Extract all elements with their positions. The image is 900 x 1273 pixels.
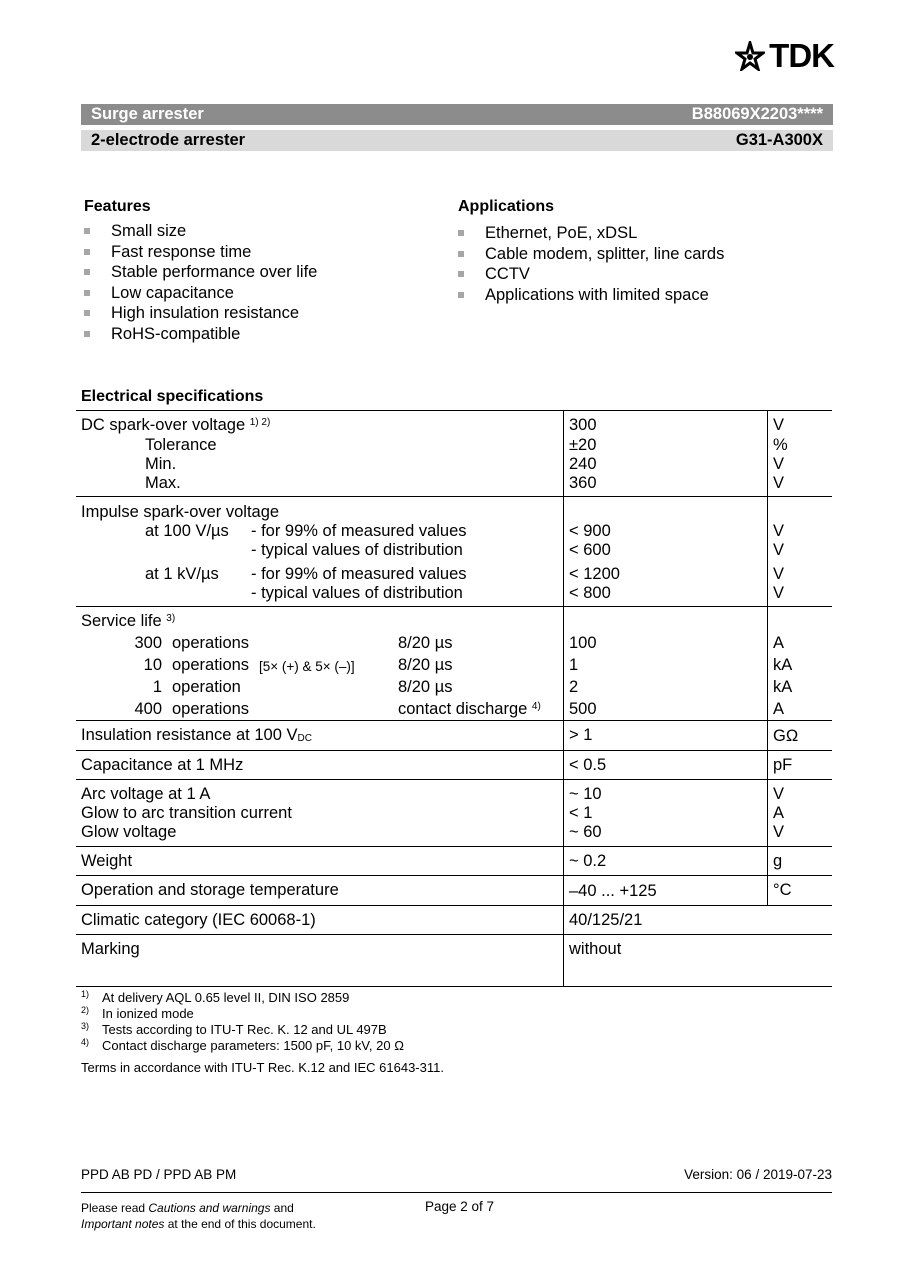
bullet-icon [458, 251, 464, 257]
service-wave: 8/20 µs [398, 634, 453, 652]
type-bar [81, 130, 833, 151]
glow-voltage-unit: V [773, 823, 785, 841]
bullet-icon [84, 249, 90, 255]
glow-arc-current-value: < 1 [569, 804, 593, 822]
impulse-value: < 900 [569, 522, 611, 540]
glow-voltage-label: Glow voltage [81, 823, 177, 841]
arc-voltage-unit: V [773, 785, 785, 803]
tdk-star-icon [735, 41, 765, 71]
capacitance-unit: pF [773, 756, 793, 774]
footnote: 4) Contact discharge parameters: 1500 pF, 10 kV, 20 Ω [81, 1037, 404, 1053]
table-rule [76, 496, 832, 497]
impulse-value: < 1200 [569, 565, 620, 583]
bullet-icon [84, 269, 90, 275]
application-item: Ethernet, PoE, xDSL [456, 223, 724, 244]
service-polarity: [5× (+) & 5× (–)] [259, 659, 355, 674]
service-value: 1 [569, 656, 579, 674]
glow-voltage-value: ~ 60 [569, 823, 602, 841]
footnote: 1) At delivery AQL 0.65 level II, DIN ISO 2859 [81, 989, 350, 1005]
service-unit: kA [773, 656, 793, 674]
feature-item: Stable performance over life [82, 262, 317, 283]
table-rule [76, 720, 832, 721]
impulse-desc: - typical values of distribution [251, 584, 463, 602]
dc-min-label: Min. [145, 455, 177, 473]
capacitance-value: < 0.5 [569, 756, 607, 774]
tdk-logo [735, 37, 834, 74]
arc-voltage-label: Arc voltage at 1 A [81, 785, 211, 803]
service-ops: operations [172, 700, 250, 718]
table-col-rule [767, 410, 768, 905]
service-ops: operations [172, 634, 250, 652]
service-count: 10 [143, 656, 162, 674]
impulse-value: < 800 [569, 584, 611, 602]
service-ops: operation [172, 678, 241, 696]
service-count: 1 [152, 678, 162, 696]
dc-value: 300 [569, 416, 597, 434]
bullet-icon [84, 228, 90, 234]
marking-label: Marking [81, 940, 140, 958]
glow-arc-current-unit: A [773, 804, 785, 822]
applications-title: Applications [458, 198, 555, 215]
service-wave: 8/20 µs [398, 678, 453, 696]
temperature-value: –40 ... +125 [569, 882, 657, 900]
dc-min-value: 240 [569, 455, 597, 473]
feature-item: Fast response time [82, 242, 317, 263]
service-unit: A [773, 700, 785, 718]
dc-max-unit: V [773, 474, 785, 492]
table-rule [76, 846, 832, 847]
impulse-value: < 600 [569, 541, 611, 559]
arc-voltage-value: ~ 10 [569, 785, 602, 803]
footer-version: Version: 06 / 2019-07-23 [684, 1167, 832, 1182]
table-rule [76, 986, 832, 987]
dc-tolerance-value: ±20 [569, 436, 597, 454]
service-value: 500 [569, 700, 597, 718]
dc-max-label: Max. [145, 474, 181, 492]
table-rule [76, 875, 832, 876]
bullet-icon [458, 292, 464, 298]
feature-item: High insulation resistance [82, 303, 317, 324]
product-bar [81, 104, 833, 125]
dc-unit: V [773, 416, 785, 434]
product-name: Surge arrester [91, 105, 204, 123]
table-rule [76, 410, 832, 411]
table-rule [76, 934, 832, 935]
page-number: Page 2 of 7 [425, 1199, 495, 1214]
order-code: B88069X2203**** [691, 105, 823, 123]
table-rule [76, 606, 832, 607]
logo-text: TDK [769, 37, 834, 74]
climatic-label: Climatic category (IEC 60068-1) [81, 911, 316, 929]
product-type: 2-electrode arrester [91, 131, 246, 149]
feature-item: Small size [82, 221, 317, 242]
service-count: 400 [134, 700, 162, 718]
impulse-unit: V [773, 584, 785, 602]
service-value: 2 [569, 678, 579, 696]
service-ops: operations [172, 656, 250, 674]
glow-arc-current-label: Glow to arc transition current [81, 804, 292, 822]
service-wave: contact discharge $^{4)}$ [398, 700, 541, 718]
footer-dept: PPD AB PD / PPD AB PM [81, 1167, 237, 1182]
service-value: 100 [569, 634, 597, 652]
dc-max-value: 360 [569, 474, 597, 492]
capacitance-label: Capacitance at 1 MHz [81, 756, 244, 774]
model-number: G31-A300X [735, 131, 823, 149]
footnotes [81, 990, 444, 1076]
dc-tolerance-label: Tolerance [145, 436, 217, 454]
impulse-desc: - for 99% of measured values [251, 565, 467, 583]
insulation-unit: GΩ [773, 727, 799, 745]
impulse-unit: V [773, 565, 785, 583]
applications-list [456, 223, 724, 305]
weight-unit: g [773, 852, 783, 870]
service-unit: kA [773, 678, 793, 696]
service-wave: 8/20 µs [398, 656, 453, 674]
weight-label: Weight [81, 852, 133, 870]
impulse-rate: at 100 V/µs [145, 522, 229, 540]
bullet-icon [84, 290, 90, 296]
footnote: 2) In ionized mode [81, 1005, 194, 1021]
feature-item: RoHS-compatible [82, 324, 317, 345]
application-item: CCTV [456, 264, 724, 285]
bullet-icon [458, 230, 464, 236]
dc-min-unit: V [773, 455, 785, 473]
weight-value: ~ 0.2 [569, 852, 607, 870]
footer-note: Please read Cautions and warnings and Important notes at the end of this document. [81, 1201, 316, 1231]
dc-sparkover-label: DC spark-over voltage $^{1) 2)}$ [81, 416, 271, 434]
impulse-label: Impulse spark-over voltage [81, 503, 280, 521]
bullet-icon [458, 271, 464, 277]
marking-value: without [569, 940, 622, 958]
table-rule [76, 750, 832, 751]
service-life-label: Service life $^{3)}$ [81, 612, 176, 630]
bullet-icon [84, 310, 90, 316]
footer-rule [81, 1192, 832, 1193]
specs-title: Electrical specifications [81, 388, 264, 405]
service-count: 300 [134, 634, 162, 652]
feature-item: Low capacitance [82, 283, 317, 304]
insulation-value: > 1 [569, 726, 593, 744]
impulse-desc: - typical values of distribution [251, 541, 463, 559]
footnote: 3) Tests according to ITU-T Rec. K. 12 and UL 497B [81, 1021, 387, 1037]
table-rule [76, 905, 832, 906]
climatic-value: 40/125/21 [569, 911, 643, 929]
table-rule [76, 779, 832, 780]
temperature-label: Operation and storage temperature [81, 881, 339, 899]
features-list [82, 221, 317, 345]
impulse-unit: V [773, 522, 785, 540]
application-item: Cable modem, splitter, line cards [456, 244, 724, 265]
service-unit: A [773, 634, 785, 652]
features-title: Features [84, 198, 151, 215]
insulation-label: Insulation resistance at 100 VDC [81, 726, 312, 744]
dc-tolerance-unit: % [773, 436, 788, 454]
bullet-icon [84, 331, 90, 337]
impulse-desc: - for 99% of measured values [251, 522, 467, 540]
table-col-rule [563, 410, 564, 986]
impulse-unit: V [773, 541, 785, 559]
terms-note: Terms in accordance with ITU-T Rec. K.12 and IEC 61643-311. [81, 1060, 444, 1075]
impulse-rate: at 1 kV/µs [145, 565, 219, 583]
temperature-unit: °C [773, 881, 792, 899]
application-item: Applications with limited space [456, 285, 724, 306]
